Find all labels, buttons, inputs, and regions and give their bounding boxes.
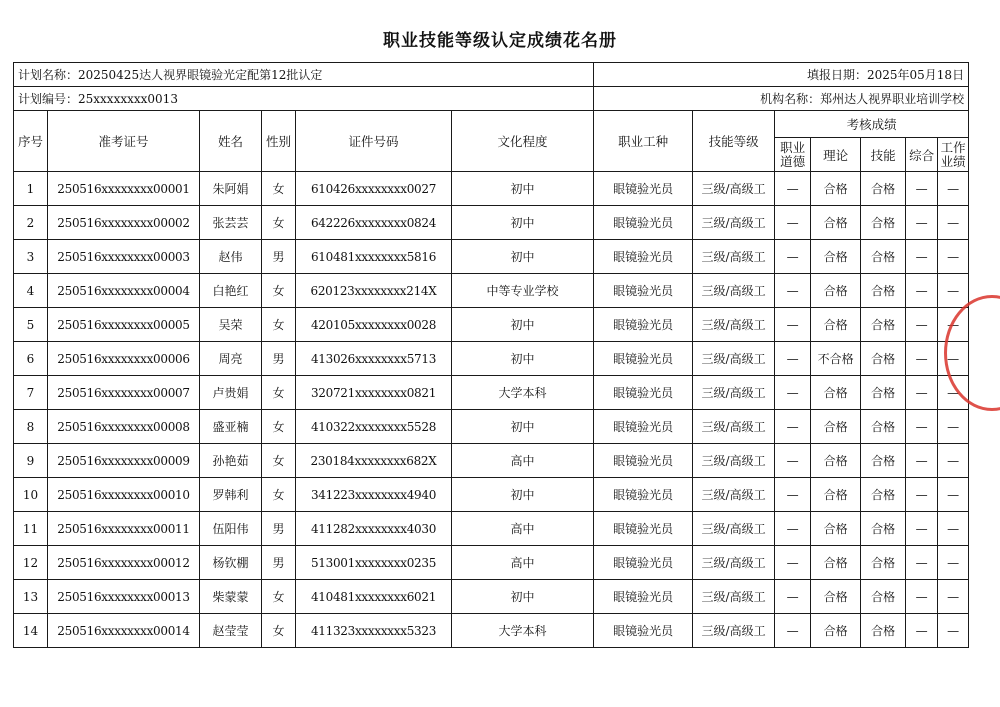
cell-exam-no: 250516xxxxxxxx00004 (48, 274, 200, 308)
cell-education: 中等专业学校 (452, 274, 594, 308)
cell-seq: 8 (14, 410, 48, 444)
cell-gender: 女 (262, 274, 296, 308)
cell-exam-no: 250516xxxxxxxx00008 (48, 410, 200, 444)
cell-ethics: — (775, 206, 811, 240)
cell-occupation: 眼镜验光员 (594, 478, 693, 512)
table-row (14, 206, 969, 240)
cell-exam-no: 250516xxxxxxxx00002 (48, 206, 200, 240)
cell-theory: 合格 (811, 376, 861, 410)
cell-gender: 女 (262, 614, 296, 648)
table-row (14, 512, 969, 546)
cell-work: — (938, 274, 969, 308)
table-row (14, 274, 969, 308)
cell-name: 吴荣 (200, 308, 262, 342)
cell-education: 初中 (452, 206, 594, 240)
cell-occupation: 眼镜验光员 (594, 240, 693, 274)
cell-occupation: 眼镜验光员 (594, 206, 693, 240)
cell-work: — (938, 478, 969, 512)
cell-ethics: — (775, 410, 811, 444)
cell-level: 三级/高级工 (693, 240, 775, 274)
cell-theory: 合格 (811, 172, 861, 206)
cell-level: 三级/高级工 (693, 512, 775, 546)
cell-seq: 4 (14, 274, 48, 308)
cell-overall: — (906, 206, 938, 240)
cell-ethics: — (775, 580, 811, 614)
cell-name: 杨钦棚 (200, 546, 262, 580)
cell-occupation: 眼镜验光员 (594, 172, 693, 206)
cell-skill: 合格 (861, 478, 906, 512)
cell-name: 柴蒙蒙 (200, 580, 262, 614)
cell-gender: 女 (262, 376, 296, 410)
cell-education: 高中 (452, 512, 594, 546)
cell-skill: 合格 (861, 512, 906, 546)
cell-skill: 合格 (861, 546, 906, 580)
plan-number: 计划编号：25xxxxxxxx0013 (14, 87, 594, 111)
cell-occupation: 眼镜验光员 (594, 376, 693, 410)
cell-skill: 合格 (861, 580, 906, 614)
cell-occupation: 眼镜验光员 (594, 614, 693, 648)
cell-exam-no: 250516xxxxxxxx00012 (48, 546, 200, 580)
cell-occupation: 眼镜验光员 (594, 546, 693, 580)
header-skill: 技能 (861, 138, 906, 172)
cell-id-no: 341223xxxxxxxx4940 (296, 478, 452, 512)
cell-seq: 5 (14, 308, 48, 342)
header-id-no: 证件号码 (296, 111, 452, 172)
cell-level: 三级/高级工 (693, 444, 775, 478)
cell-theory: 合格 (811, 240, 861, 274)
cell-exam-no: 250516xxxxxxxx00009 (48, 444, 200, 478)
cell-occupation: 眼镜验光员 (594, 512, 693, 546)
cell-education: 初中 (452, 240, 594, 274)
cell-work: — (938, 614, 969, 648)
table-row (14, 546, 969, 580)
header-occupation: 职业工种 (594, 111, 693, 172)
cell-gender: 女 (262, 478, 296, 512)
cell-id-no: 320721xxxxxxxx0821 (296, 376, 452, 410)
cell-gender: 女 (262, 580, 296, 614)
cell-name: 伍阳伟 (200, 512, 262, 546)
cell-exam-no: 250516xxxxxxxx00010 (48, 478, 200, 512)
cell-work: — (938, 206, 969, 240)
cell-seq: 13 (14, 580, 48, 614)
cell-id-no: 642226xxxxxxxx0824 (296, 206, 452, 240)
cell-skill: 合格 (861, 614, 906, 648)
cell-seq: 6 (14, 342, 48, 376)
score-roster-table (13, 62, 969, 648)
header-ethics: 职业道德 (775, 138, 811, 172)
cell-exam-no: 250516xxxxxxxx00014 (48, 614, 200, 648)
cell-education: 大学本科 (452, 376, 594, 410)
cell-overall: — (906, 512, 938, 546)
cell-theory: 合格 (811, 614, 861, 648)
cell-id-no: 411282xxxxxxxx4030 (296, 512, 452, 546)
cell-skill: 合格 (861, 342, 906, 376)
cell-ethics: — (775, 614, 811, 648)
cell-seq: 14 (14, 614, 48, 648)
cell-id-no: 410481xxxxxxxx6021 (296, 580, 452, 614)
header-exam-no: 准考证号 (48, 111, 200, 172)
header-work: 工作业绩 (938, 138, 969, 172)
cell-education: 高中 (452, 546, 594, 580)
cell-ethics: — (775, 376, 811, 410)
cell-gender: 女 (262, 172, 296, 206)
cell-education: 高中 (452, 444, 594, 478)
cell-theory: 合格 (811, 444, 861, 478)
cell-work: — (938, 342, 969, 376)
cell-education: 初中 (452, 342, 594, 376)
header-level: 技能等级 (693, 111, 775, 172)
cell-ethics: — (775, 308, 811, 342)
cell-education: 初中 (452, 580, 594, 614)
cell-skill: 合格 (861, 308, 906, 342)
cell-occupation: 眼镜验光员 (594, 444, 693, 478)
cell-seq: 10 (14, 478, 48, 512)
cell-skill: 合格 (861, 206, 906, 240)
cell-level: 三级/高级工 (693, 478, 775, 512)
cell-id-no: 620123xxxxxxxx214X (296, 274, 452, 308)
cell-exam-no: 250516xxxxxxxx00007 (48, 376, 200, 410)
cell-seq: 11 (14, 512, 48, 546)
cell-exam-no: 250516xxxxxxxx00011 (48, 512, 200, 546)
cell-level: 三级/高级工 (693, 342, 775, 376)
header-overall: 综合 (906, 138, 938, 172)
cell-education: 初中 (452, 172, 594, 206)
cell-id-no: 230184xxxxxxxx682X (296, 444, 452, 478)
table-row (14, 580, 969, 614)
table-row (14, 172, 969, 206)
cell-id-no: 610426xxxxxxxx0027 (296, 172, 452, 206)
cell-work: — (938, 410, 969, 444)
table-row (14, 376, 969, 410)
cell-work: — (938, 240, 969, 274)
table-row (14, 240, 969, 274)
cell-theory: 合格 (811, 206, 861, 240)
cell-name: 孙艳茹 (200, 444, 262, 478)
cell-seq: 9 (14, 444, 48, 478)
cell-level: 三级/高级工 (693, 206, 775, 240)
header-gender: 性别 (262, 111, 296, 172)
cell-name: 盛亚楠 (200, 410, 262, 444)
cell-ethics: — (775, 512, 811, 546)
cell-education: 大学本科 (452, 614, 594, 648)
cell-overall: — (906, 240, 938, 274)
cell-name: 朱阿娟 (200, 172, 262, 206)
cell-skill: 合格 (861, 172, 906, 206)
cell-level: 三级/高级工 (693, 614, 775, 648)
cell-overall: — (906, 376, 938, 410)
cell-gender: 女 (262, 206, 296, 240)
page-title: 职业技能等级认定成绩花名册 (383, 31, 617, 51)
cell-overall: — (906, 614, 938, 648)
cell-seq: 2 (14, 206, 48, 240)
cell-overall: — (906, 342, 938, 376)
cell-id-no: 411323xxxxxxxx5323 (296, 614, 452, 648)
cell-level: 三级/高级工 (693, 308, 775, 342)
cell-gender: 男 (262, 512, 296, 546)
cell-seq: 12 (14, 546, 48, 580)
cell-id-no: 513001xxxxxxxx0235 (296, 546, 452, 580)
cell-id-no: 410322xxxxxxxx5528 (296, 410, 452, 444)
cell-overall: — (906, 444, 938, 478)
cell-gender: 女 (262, 410, 296, 444)
cell-ethics: — (775, 478, 811, 512)
cell-skill: 合格 (861, 274, 906, 308)
cell-exam-no: 250516xxxxxxxx00001 (48, 172, 200, 206)
cell-theory: 合格 (811, 308, 861, 342)
cell-ethics: — (775, 172, 811, 206)
cell-level: 三级/高级工 (693, 580, 775, 614)
cell-id-no: 420105xxxxxxxx0028 (296, 308, 452, 342)
cell-work: — (938, 444, 969, 478)
cell-skill: 合格 (861, 444, 906, 478)
cell-skill: 合格 (861, 240, 906, 274)
cell-ethics: — (775, 342, 811, 376)
cell-exam-no: 250516xxxxxxxx00003 (48, 240, 200, 274)
cell-occupation: 眼镜验光员 (594, 308, 693, 342)
cell-gender: 男 (262, 342, 296, 376)
cell-work: — (938, 376, 969, 410)
cell-seq: 3 (14, 240, 48, 274)
cell-exam-no: 250516xxxxxxxx00005 (48, 308, 200, 342)
cell-ethics: — (775, 444, 811, 478)
cell-ethics: — (775, 274, 811, 308)
cell-overall: — (906, 274, 938, 308)
cell-work: — (938, 546, 969, 580)
cell-work: — (938, 512, 969, 546)
cell-occupation: 眼镜验光员 (594, 580, 693, 614)
table-row (14, 308, 969, 342)
header-seq: 序号 (14, 111, 48, 172)
plan-name: 计划名称：20250425达人视界眼镜验光定配第12批认定 (14, 63, 594, 87)
cell-skill: 合格 (861, 410, 906, 444)
cell-level: 三级/高级工 (693, 172, 775, 206)
header-education: 文化程度 (452, 111, 594, 172)
cell-level: 三级/高级工 (693, 376, 775, 410)
cell-name: 赵伟 (200, 240, 262, 274)
cell-theory: 不合格 (811, 342, 861, 376)
cell-work: — (938, 172, 969, 206)
cell-level: 三级/高级工 (693, 546, 775, 580)
cell-ethics: — (775, 240, 811, 274)
cell-name: 卢贵娟 (200, 376, 262, 410)
cell-seq: 7 (14, 376, 48, 410)
cell-level: 三级/高级工 (693, 410, 775, 444)
table-row (14, 444, 969, 478)
cell-exam-no: 250516xxxxxxxx00006 (48, 342, 200, 376)
cell-theory: 合格 (811, 580, 861, 614)
cell-overall: — (906, 478, 938, 512)
table-row (14, 478, 969, 512)
header-name: 姓名 (200, 111, 262, 172)
cell-gender: 女 (262, 308, 296, 342)
cell-occupation: 眼镜验光员 (594, 274, 693, 308)
cell-level: 三级/高级工 (693, 274, 775, 308)
cell-theory: 合格 (811, 410, 861, 444)
table-row (14, 614, 969, 648)
cell-gender: 男 (262, 240, 296, 274)
organization-name: 机构名称：郑州达人视界职业培训学校 (594, 87, 969, 111)
report-date: 填报日期：2025年05月18日 (594, 63, 969, 87)
cell-id-no: 413026xxxxxxxx5713 (296, 342, 452, 376)
cell-theory: 合格 (811, 546, 861, 580)
cell-overall: — (906, 580, 938, 614)
cell-name: 赵莹莹 (200, 614, 262, 648)
cell-exam-no: 250516xxxxxxxx00013 (48, 580, 200, 614)
cell-work: — (938, 580, 969, 614)
header-scores: 考核成绩 (775, 111, 969, 138)
cell-theory: 合格 (811, 512, 861, 546)
table-row (14, 342, 969, 376)
header-theory: 理论 (811, 138, 861, 172)
cell-occupation: 眼镜验光员 (594, 342, 693, 376)
cell-gender: 男 (262, 546, 296, 580)
cell-overall: — (906, 172, 938, 206)
cell-work: — (938, 308, 969, 342)
cell-education: 初中 (452, 410, 594, 444)
cell-name: 白艳红 (200, 274, 262, 308)
cell-name: 张芸芸 (200, 206, 262, 240)
cell-education: 初中 (452, 308, 594, 342)
cell-name: 罗韩利 (200, 478, 262, 512)
cell-gender: 女 (262, 444, 296, 478)
cell-education: 初中 (452, 478, 594, 512)
cell-theory: 合格 (811, 478, 861, 512)
cell-occupation: 眼镜验光员 (594, 410, 693, 444)
cell-name: 周亮 (200, 342, 262, 376)
cell-ethics: — (775, 546, 811, 580)
cell-overall: — (906, 546, 938, 580)
cell-theory: 合格 (811, 274, 861, 308)
cell-id-no: 610481xxxxxxxx5816 (296, 240, 452, 274)
cell-overall: — (906, 308, 938, 342)
table-row (14, 410, 969, 444)
cell-skill: 合格 (861, 376, 906, 410)
cell-overall: — (906, 410, 938, 444)
cell-seq: 1 (14, 172, 48, 206)
